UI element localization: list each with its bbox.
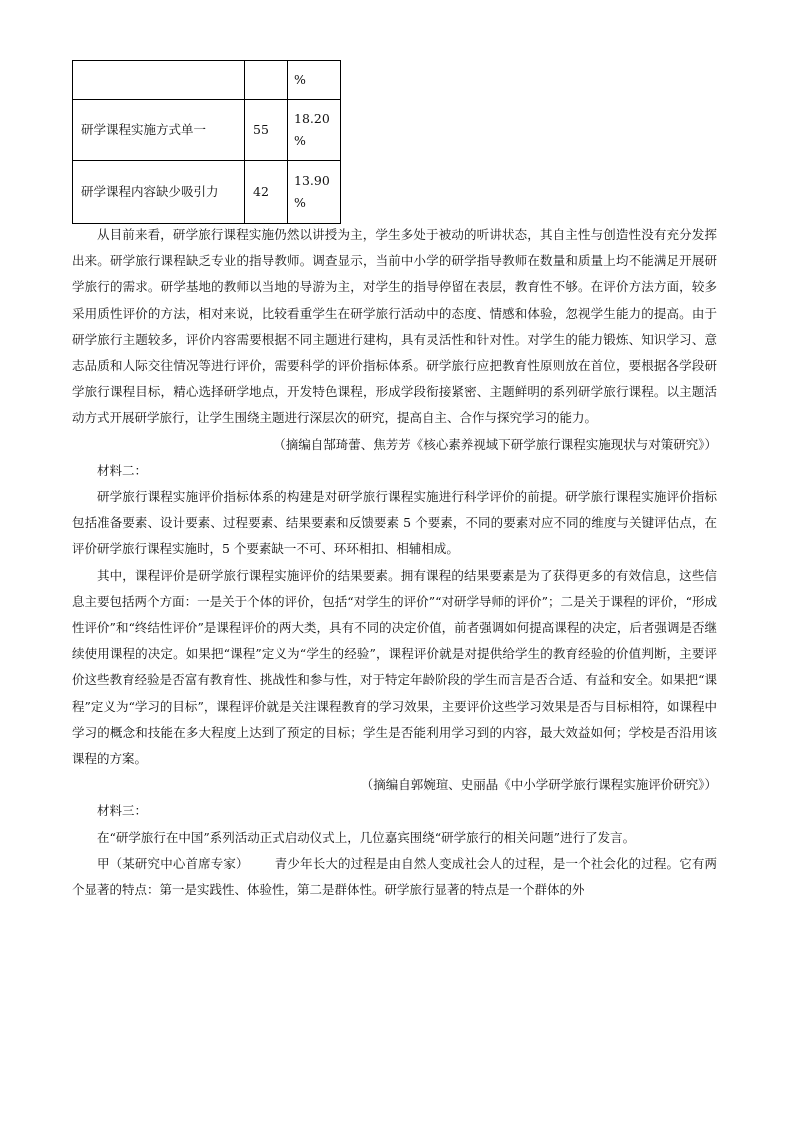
- table-cell-label: [73, 61, 245, 100]
- material2-paragraph-1: 研学旅行课程实施评价指标体系的构建是对研学旅行课程实施进行科学评价的前提。研学旅行课程实施评价指标包括准备要素、设计要素、过程要素、结果要素和反馈要素 5 个要素，不同的要素对应不同的维度与关键评估点，在评价研学旅行课程实施时，5 个要素缺一不可、环环相扣、相辅相成。: [72, 489, 717, 557]
- percent-value: 13.90 %: [294, 173, 330, 210]
- material2-paragraph-2: 其中，课程评价是研学旅行课程实施评价的结果要素。拥有课程的结果要素是为了获得更多的有效信息，这些信息主要包括两个方面：一是关于个体的评价，包括“对学生的评价”“对研学导师的评价”；二是关于课程的评价，“形成性评价”和“终结性评价”是课程评价的两大类，具有不同的决定价值，前者强调如何提高课程的决定，后者强调是否继续使用课程的决定。如果把“课程”定义为“学生的经验”，课程评价就是对提供给学生的教育经验的价值判断，主要评价这些教育经验是否富有教育性、挑战性和参与性，对于特定年龄阶段的学生而言是否合适、有益和安全。如果把“课程”定义为“学习的目标”，课程评价就是关注课程教育的学习效果，主要评价这些学习效果是否与目标相符，如课程中学习的概念和技能在多大程度上达到了预定的目标；学生是否能利用学习到的内容，最大效益如何；学校是否沿用该课程的方案。: [72, 567, 717, 767]
- material3-paragraph-2: [72, 851, 717, 903]
- material1-source: （摘编自郜琦蕾、焦芳芳《核心素养视域下研学旅行课程实施现状与对策研究》）: [273, 436, 717, 452]
- table-cell-percent: [288, 161, 341, 224]
- table-row: [73, 100, 341, 161]
- table-cell-label: 研学课程内容缺少吸引力: [73, 161, 245, 224]
- table-cell-label: 研学课程实施方式单一: [73, 100, 245, 161]
- material3-heading: 材料三：: [97, 803, 148, 819]
- percent-value: 18.20 %: [294, 111, 330, 148]
- material3-paragraph-1: 在“研学旅行在中国”系列活动正式启动仪式上，几位嘉宾围绕“研学旅行的相关问题”进行了发言。: [97, 829, 636, 845]
- table-row: [73, 161, 341, 224]
- survey-table: [72, 60, 341, 224]
- material1-paragraph: 从目前来看，研学旅行课程实施仍然以讲授为主，学生多处于被动的听讲状态，其自主性与创造性没有充分发挥出来。研学旅行课程缺乏专业的指导教师。调查显示，当前中小学的研学指导教师在数量和质量上均不能满足开展研学旅行的需求。研学基地的教师以当地的导游为主，对学生的指导停留在表层，教育性不够。在评价方法方面，较多采用质性评价的方法，相对来说，比较看重学生在研学旅行活动中的态度、情感和体验，忽视学生能力的提高。由于研学旅行主题较多，评价内容需要根据不同主题进行建构，具有灵活性和针对性。对学生的能力锻炼、知识学习、意志品质和人际交往情况等进行评价，需要科学的评价指标体系。研学旅行应把教育性原则放在首位，要根据各学段研学旅行课程目标，精心选择研学地点，开发特色课程，形成学段衔接紧密、主题鲜明的系列研学旅行课程。以主题活动方式开展研学旅行，让学生围绕主题进行深层次的研究，提高自主、合作与探究学习的能力。: [72, 227, 717, 426]
- speaker-text: 青少年长大的过程是由自然人变成社会人的过程，是一个社会化的过程。它有两个显著的特点：第一是实践性、体验性，第二是群体性。研学旅行显著的特点是一个群体的外: [72, 855, 717, 898]
- speaker-label: 甲（某研究中心首席专家）: [97, 855, 249, 871]
- table-cell-count: 55: [245, 100, 288, 161]
- table-cell-count: [245, 61, 288, 100]
- table-cell-percent: [288, 100, 341, 161]
- article-body: [72, 222, 717, 903]
- material2-heading: 材料二：: [97, 462, 148, 478]
- table-row: [73, 61, 341, 100]
- material2-source: （摘编自郭婉瑄、史丽晶《中小学研学旅行课程实施评价研究》）: [360, 777, 717, 793]
- table-cell-percent: %: [288, 61, 341, 100]
- table-cell-count: 42: [245, 161, 288, 224]
